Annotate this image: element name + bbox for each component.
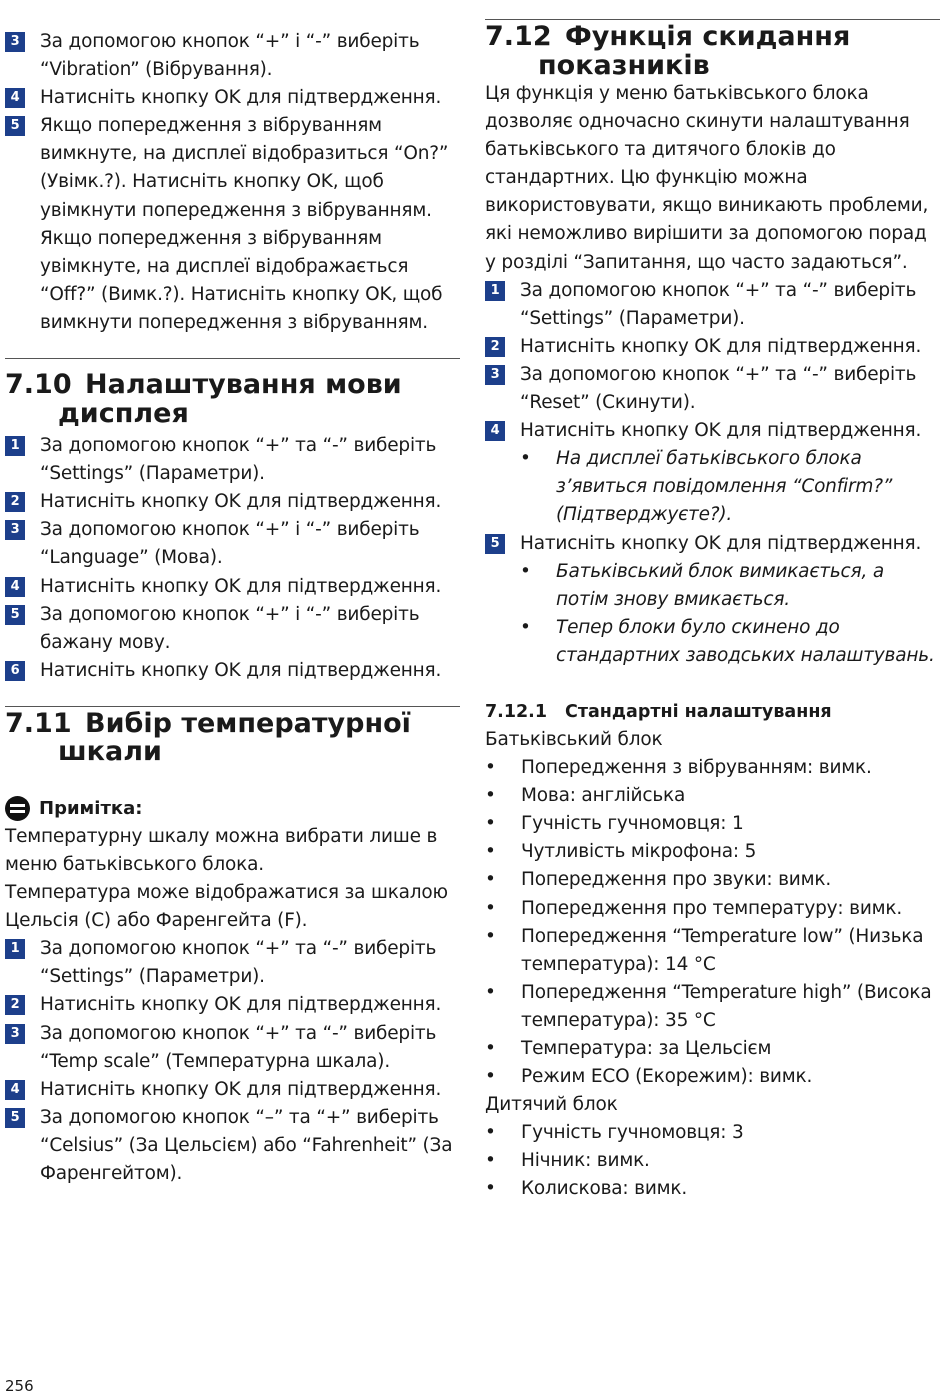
step-result-text: Батьківський блок вимикається, а потім знову вмикається. — [556, 560, 884, 610]
settings-list-item — [485, 1063, 940, 1091]
step-result-item — [485, 614, 940, 670]
step-text: Натисніть кнопку OK для підтвердження. — [40, 994, 442, 1016]
bullet-icon: • — [520, 616, 531, 638]
step-item — [485, 361, 940, 417]
settings-item-text: Попередження з вібруванням: вимк. — [521, 757, 872, 779]
top-step-list — [5, 28, 460, 337]
settings-item-text: Попередження “Temperature high” (Висока температура): 35 °C — [521, 981, 932, 1031]
step-number-badge: 3 — [5, 520, 25, 540]
step-item — [485, 530, 940, 558]
section-number: 7.10 — [5, 369, 72, 401]
settings-list-item — [485, 979, 940, 1035]
step-text: За допомогою кнопок “+” і “-” виберіть бажану мову. — [40, 603, 420, 653]
step-number-badge: 2 — [485, 337, 505, 357]
step-number-badge: 5 — [5, 605, 25, 625]
step-text: Натисніть кнопку OK для підтвердження. — [40, 575, 442, 597]
step-text: За допомогою кнопок “+” і “-” виберіть “Language” (Мова). — [40, 519, 420, 569]
settings-item-text: Чутливість мікрофона: 5 — [521, 841, 757, 863]
step-item — [5, 935, 460, 991]
step-number-badge: 2 — [5, 492, 25, 512]
step-text: За допомогою кнопок “+” та “-” виберіть “Temp scale” (Температурна шкала). — [40, 1022, 437, 1072]
settings-list-item — [485, 754, 940, 782]
settings-list-item — [485, 895, 940, 923]
bullet-icon: • — [485, 869, 496, 891]
step-text: Натисніть кнопку OK для підтвердження. — [520, 532, 922, 554]
bullet-icon: • — [485, 1122, 496, 1144]
settings-list-item — [485, 838, 940, 866]
step-number-badge: 4 — [5, 577, 25, 597]
bullet-icon: • — [485, 897, 496, 919]
settings-list-item — [485, 1119, 940, 1147]
bullet-icon: • — [520, 560, 531, 582]
intro-paragraph: Ця функція у меню батьківського блока дозволяє одночасно скинути налаштування батьківського та дитячого блоків до стандартних. Цю функцію можна використовувати, якщо виникають проблеми, які неможливо вирішити за допомогою порад у розділі “Запитання, що часто задаються”. — [485, 83, 929, 273]
step-item — [5, 84, 460, 112]
bullet-icon: • — [520, 448, 531, 470]
step-number-badge: 1 — [485, 281, 505, 301]
settings-list-item — [485, 782, 940, 810]
step-item — [485, 417, 940, 445]
bullet-icon: • — [485, 1066, 496, 1088]
settings-item-text: Колискова: вимк. — [521, 1178, 688, 1200]
step-result-text: На дисплеї батьківського блока з’явиться повідомлення “Confirm?” (Підтверджуєте?). — [556, 448, 893, 526]
settings-item-text: Режим ECO (Екорежим): вимк. — [521, 1066, 813, 1088]
step-list-7-11 — [5, 935, 460, 1188]
step-item — [5, 488, 460, 516]
step-number-badge: 5 — [5, 116, 25, 136]
bullet-icon: • — [485, 813, 496, 835]
settings-list-item — [485, 923, 940, 979]
note-heading — [5, 795, 460, 823]
step-text: Натисніть кнопку OK для підтвердження. — [520, 335, 922, 357]
step-text: За допомогою кнопок “+” та “-” виберіть “Settings” (Параметри). — [40, 938, 437, 988]
section-title-line1: Функція скидання — [565, 21, 851, 52]
settings-item-text: Попередження “Temperature low” (Низька температура): 14 °C — [521, 925, 924, 975]
settings-list-item — [485, 866, 940, 894]
bullet-icon: • — [485, 1178, 496, 1200]
step-text: Натисніть кнопку OK для підтвердження. — [40, 491, 442, 513]
section-heading-7-11 — [5, 707, 460, 768]
step-number-badge: 3 — [5, 1024, 25, 1044]
section-title-line2: шкали — [58, 736, 162, 768]
note-icon — [5, 796, 30, 821]
step-item — [5, 573, 460, 601]
step-text: Натисніть кнопку OK для підтвердження. — [40, 659, 442, 681]
step-item — [5, 991, 460, 1019]
settings-item-text: Попередження про звуки: вимк. — [521, 869, 832, 891]
section-title-line2: дисплея — [58, 397, 189, 429]
section-title-line1: Налаштування мови — [85, 369, 402, 401]
settings-list-item — [485, 1175, 940, 1203]
settings-list-item — [485, 1035, 940, 1063]
step-item — [485, 277, 940, 333]
bullet-icon: • — [485, 841, 496, 863]
step-number-badge: 4 — [5, 1080, 25, 1100]
bullet-icon: • — [485, 785, 496, 807]
step-text: Якщо попередження з вібруванням вимкнуте, на дисплеї відобразиться “On?” (Увімк.?). Натисніть кнопку OK, щоб увімкнути попередження з вібруванням. Якщо попередження з вібруванням увімкнуте, на дисплеї відображається “Off?” (Вимк.?). Натисніть кнопку OK, щоб вимкнути попередження з вібруванням. — [40, 115, 449, 333]
step-text: За допомогою кнопок “+” і “-” виберіть “Vibration” (Вібрування). — [40, 31, 420, 81]
step-number-badge: 1 — [5, 436, 25, 456]
bullet-icon: • — [485, 1038, 496, 1059]
step-item — [5, 1104, 460, 1188]
section-title-line2: показників — [538, 49, 710, 81]
step-number-badge: 6 — [5, 661, 25, 681]
step-result-item — [485, 558, 940, 614]
settings-item-text: Нічник: вимк. — [521, 1150, 650, 1172]
step-text: За допомогою кнопок “+” та “-” виберіть “Reset” (Скинути). — [520, 363, 917, 414]
parent-settings-list — [485, 754, 940, 1091]
step-item — [5, 1020, 460, 1076]
step-list-7-10 — [5, 432, 460, 685]
bullet-icon: • — [485, 757, 496, 779]
step-text: Натисніть кнопку OK для підтвердження. — [40, 87, 442, 109]
subsection-heading-7-12-1 — [485, 698, 940, 726]
section-number: 7.12 — [485, 21, 552, 52]
step-result-item — [485, 445, 940, 529]
settings-item-text: Температура: за Цельсієм — [521, 1038, 772, 1059]
step-list-7-12 — [485, 277, 940, 670]
step-item — [5, 601, 460, 657]
step-number-badge: 5 — [485, 534, 505, 554]
section-number: 7.11 — [5, 707, 72, 739]
bullet-icon: • — [485, 925, 496, 947]
step-item — [5, 657, 460, 685]
settings-list-item — [485, 1147, 940, 1175]
step-number-badge: 3 — [485, 365, 505, 385]
settings-list-item — [485, 810, 940, 838]
step-number-badge: 3 — [5, 32, 25, 52]
settings-item-text: Гучність гучномовця: 1 — [521, 813, 744, 835]
step-number-badge: 4 — [485, 421, 505, 441]
bullet-icon: • — [485, 1150, 496, 1172]
bullet-icon: • — [485, 981, 496, 1003]
step-item — [485, 333, 940, 361]
step-text: Натисніть кнопку OK для підтвердження. — [520, 420, 922, 442]
step-item — [5, 432, 460, 488]
step-item — [5, 112, 460, 337]
section-heading-7-12 — [485, 23, 940, 80]
step-item — [5, 516, 460, 572]
step-text: Натисніть кнопку OK для підтвердження. — [40, 1078, 442, 1100]
step-item — [5, 1076, 460, 1104]
step-number-badge: 4 — [5, 88, 25, 108]
step-result-text: Тепер блоки було скинено до стандартних заводських налаштувань. — [556, 616, 935, 666]
note-paragraph: Температура може відображатися за шкалою Цельсія (C) або Фаренгейта (F). — [5, 882, 448, 932]
child-unit-label: Дитячий блок — [485, 1094, 618, 1116]
section-heading-7-10 — [5, 371, 460, 428]
settings-item-text: Попередження про температуру: вимк. — [521, 897, 903, 919]
step-text: За допомогою кнопок “+” та “-” виберіть “Settings” (Параметри). — [520, 279, 917, 329]
note-paragraph: Температурну шкалу можна вибрати лише в меню батьківського блока. — [5, 825, 438, 875]
step-number-badge: 5 — [5, 1108, 25, 1128]
right-column — [485, 0, 940, 1204]
parent-unit-label: Батьківський блок — [485, 728, 663, 750]
settings-item-text: Гучність гучномовця: 3 — [521, 1122, 744, 1144]
child-settings-list — [485, 1119, 940, 1203]
subsection-title: Стандартні налаштування — [565, 701, 832, 722]
page-number: 256 — [5, 1377, 34, 1395]
subsection-number: 7.12.1 — [485, 701, 548, 722]
step-item — [5, 28, 460, 84]
step-text: За допомогою кнопок “+” та “-” виберіть “Settings” (Параметри). — [40, 435, 437, 485]
step-number-badge: 2 — [5, 995, 25, 1015]
note-label: Примітка: — [39, 797, 143, 819]
step-text: За допомогою кнопок “–” та “+” виберіть “Celsius” (За Цельсієм) або “Fahrenheit” (За Фаренгейтом). — [40, 1106, 453, 1184]
step-number-badge: 1 — [5, 939, 25, 959]
section-title-line1: Вибір температурної — [85, 707, 411, 739]
left-column — [5, 0, 460, 1188]
settings-item-text: Мова: англійська — [521, 785, 686, 807]
